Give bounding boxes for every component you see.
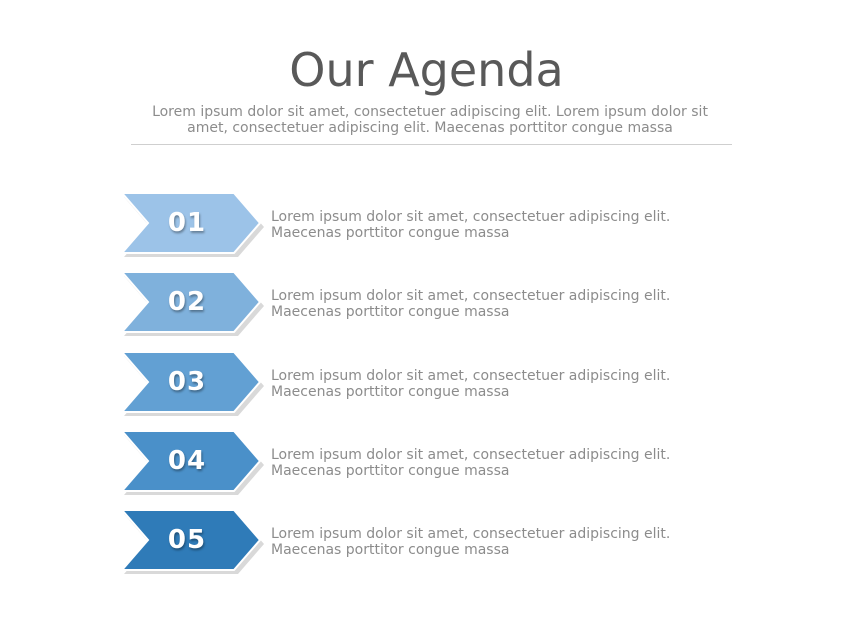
agenda-text-line-2: Maecenas porttitor congue massa <box>271 304 510 320</box>
subtitle-line-1: Lorem ipsum dolor sit amet, consectetuer adipiscing elit. Lorem ipsum dolor sit <box>152 104 708 120</box>
agenda-text-line-2: Maecenas porttitor congue massa <box>271 542 510 558</box>
agenda-item-1 <box>120 193 720 257</box>
agenda-number: 05 <box>167 525 207 555</box>
chevron-arrow-icon <box>120 431 266 495</box>
page-title: Our Agenda <box>289 43 564 97</box>
agenda-item-5 <box>120 510 720 574</box>
agenda-description <box>271 368 721 400</box>
agenda-text-line-1: Lorem ipsum dolor sit amet, consectetuer adipiscing elit. <box>271 209 671 225</box>
agenda-number: 01 <box>167 208 207 238</box>
agenda-item-4 <box>120 431 720 495</box>
agenda-text-line-2: Maecenas porttitor congue massa <box>271 463 510 479</box>
agenda-item-3 <box>120 352 720 416</box>
agenda-text-line-1: Lorem ipsum dolor sit amet, consectetuer adipiscing elit. <box>271 368 671 384</box>
agenda-number: 02 <box>167 287 207 317</box>
agenda-text-line-1: Lorem ipsum dolor sit amet, consectetuer adipiscing elit. <box>271 288 671 304</box>
agenda-text-line-2: Maecenas porttitor congue massa <box>271 225 510 241</box>
agenda-number: 03 <box>167 367 207 397</box>
chevron-arrow-icon <box>120 510 266 574</box>
chevron-arrow-icon <box>120 272 266 336</box>
agenda-item-2 <box>120 272 720 336</box>
agenda-text-line-1: Lorem ipsum dolor sit amet, consectetuer adipiscing elit. <box>271 447 671 463</box>
agenda-description <box>271 526 721 558</box>
agenda-number: 04 <box>167 446 207 476</box>
agenda-text-line-1: Lorem ipsum dolor sit amet, consectetuer adipiscing elit. <box>271 526 671 542</box>
chevron-arrow-icon <box>120 193 266 257</box>
agenda-description <box>271 209 721 241</box>
subtitle-line-2: amet, consectetuer adipiscing elit. Maecenas porttitor congue massa <box>187 120 673 136</box>
chevron-arrow-icon <box>120 352 266 416</box>
agenda-text-line-2: Maecenas porttitor congue massa <box>271 384 510 400</box>
agenda-description <box>271 288 721 320</box>
divider <box>131 144 732 145</box>
agenda-description <box>271 447 721 479</box>
page-subtitle <box>130 104 730 136</box>
